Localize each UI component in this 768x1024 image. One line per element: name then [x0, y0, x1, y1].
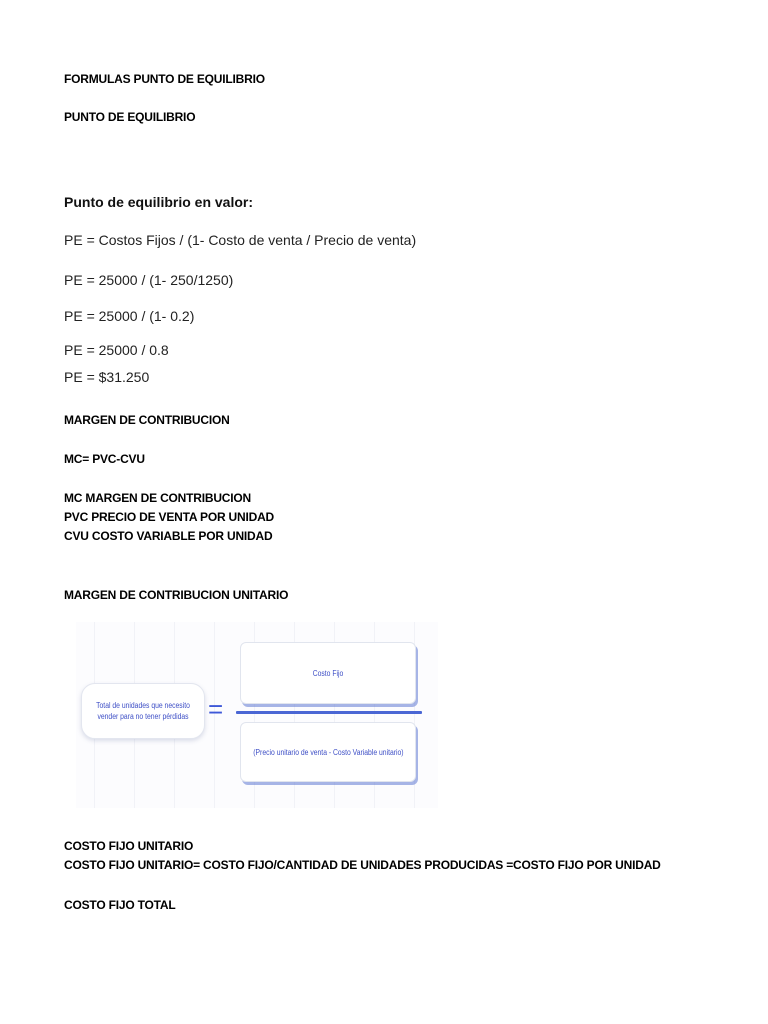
mc-definition: MC MARGEN DE CONTRIBUCION [64, 491, 251, 505]
diagram-denominator-box [240, 722, 416, 782]
diagram-units-label-box [81, 683, 205, 739]
pvc-definition: PVC PRECIO DE VENTA POR UNIDAD [64, 510, 275, 524]
pe-result: PE = $31.250 [64, 369, 150, 385]
pe-valor-heading: Punto de equilibrio en valor: [64, 194, 254, 210]
cfu-formula: COSTO FIJO UNITARIO= COSTO FIJO/CANTIDAD DE UNIDADES PRODUCIDAS =COSTO FIJO POR UNIDAD [64, 858, 661, 872]
diagram-numerator-label: Costo Fijo [312, 668, 344, 678]
cfu-heading: COSTO FIJO UNITARIO [64, 839, 194, 853]
break-even-units-diagram [76, 622, 438, 808]
diagram-equals-sign: = [208, 694, 224, 724]
cvu-definition: CVU COSTO VARIABLE POR UNIDAD [64, 529, 273, 543]
pe-heading: PUNTO DE EQUILIBRIO [64, 110, 196, 124]
mc-heading: MARGEN DE CONTRIBUCION [64, 413, 230, 427]
document-title: FORMULAS PUNTO DE EQUILIBRIO [64, 72, 265, 86]
diagram-fraction-line [236, 711, 422, 714]
mc-formula: MC= PVC-CVU [64, 452, 145, 466]
diagram-units-label: Total de unidades que necesito vender para no tener pérdidas [96, 701, 190, 721]
mcu-heading: MARGEN DE CONTRIBUCION UNITARIO [64, 588, 289, 602]
diagram-numerator-box [240, 642, 416, 704]
pe-step-1: PE = 25000 / (1- 250/1250) [64, 272, 234, 288]
pe-step-2: PE = 25000 / (1- 0.2) [64, 308, 195, 324]
cft-heading: COSTO FIJO TOTAL [64, 898, 176, 912]
pe-step-3: PE = 25000 / 0.8 [64, 342, 169, 358]
pe-formula: PE = Costos Fijos / (1- Costo de venta / Precio de venta) [64, 232, 417, 248]
diagram-denominator-label: (Precio unitario de venta - Costo Variable unitario) [252, 747, 404, 757]
